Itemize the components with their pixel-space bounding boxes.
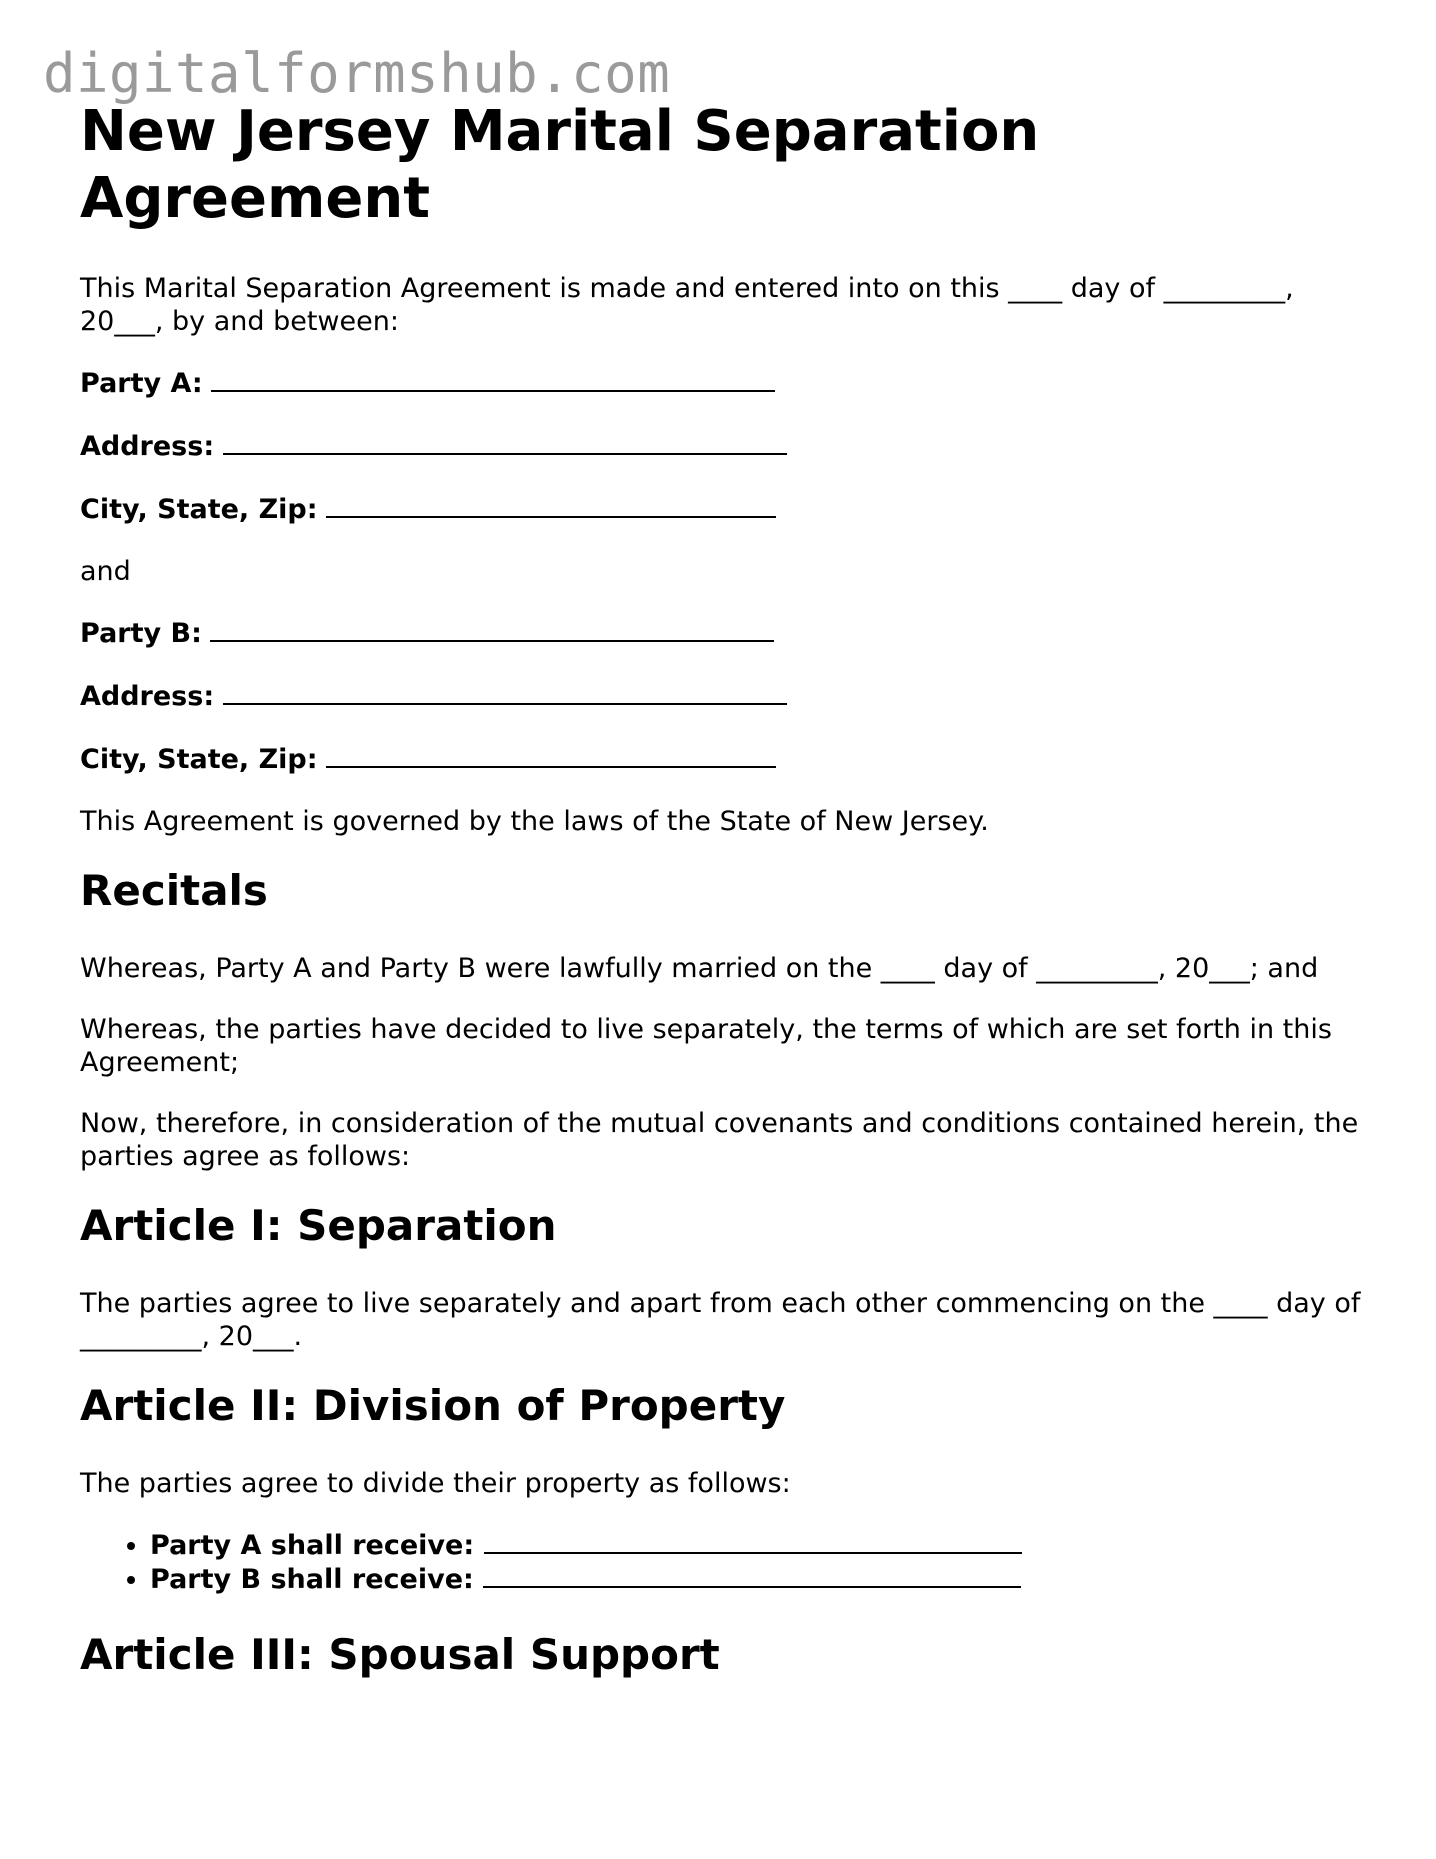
party-b-receive-blank[interactable] [483,1562,1021,1588]
article-2-text: The parties agree to divide their property as follows: [80,1468,791,1499]
article-1-text: The parties agree to live separately and apart from each other commencing on the ____ day of _________, 20___. [80,1288,1361,1352]
list-item [150,1528,1370,1562]
party-a-name-blank[interactable] [211,366,775,392]
party-a-address-label: Address: [80,431,215,462]
party-a-name-label: Party A: [80,368,203,399]
document-title: New Jersey Marital Separation Agreement [80,99,1040,231]
party-b-name-label: Party B: [80,618,202,649]
party-b-city-field [80,742,1370,776]
party-b-name-blank[interactable] [210,616,774,642]
party-a-address-field [80,429,1370,463]
article-3-heading: Article III: Spousal Support [80,1630,720,1679]
party-a-receive-label: Party A shall receive: [150,1530,475,1561]
recital-paragraph: Whereas, Party A and Party B were lawfully married on the ____ day of _________, 20___; and [80,953,1319,984]
governing-law: This Agreement is governed by the laws of the State of New Jersey. [80,806,989,837]
article-1-heading: Article I: Separation [80,1201,557,1250]
party-a-city-field [80,492,1370,526]
party-b-address-field [80,679,1370,713]
watermark: digitalformshub.com [43,42,671,105]
and-text: and [80,556,131,587]
party-a-city-label: City, State, Zip: [80,494,318,525]
party-b-city-label: City, State, Zip: [80,744,318,775]
recital-paragraph: Now, therefore, in consideration of the mutual covenants and conditions contained herein, the parties agree as follows: [80,1108,1359,1172]
intro-paragraph: This Marital Separation Agreement is made and entered into on this ____ day of _________, 20___, by and between: [80,273,1294,337]
recital-paragraph: Whereas, the parties have decided to live separately, the terms of which are set forth in this Agreement; [80,1014,1332,1078]
document-page [80,98,1370,1716]
party-b-receive-label: Party B shall receive: [150,1564,474,1595]
party-b-address-label: Address: [80,681,215,712]
party-a-city-blank[interactable] [326,492,776,518]
party-a-receive-blank[interactable] [484,1528,1022,1554]
list-item [150,1562,1370,1596]
party-b-city-blank[interactable] [326,742,776,768]
recitals-heading: Recitals [80,866,268,915]
party-a-name-field [80,366,1370,400]
property-list [80,1528,1370,1596]
article-2-heading: Article II: Division of Property [80,1381,786,1430]
party-b-address-blank[interactable] [223,679,787,705]
party-b-name-field [80,616,1370,650]
party-a-address-blank[interactable] [223,429,787,455]
